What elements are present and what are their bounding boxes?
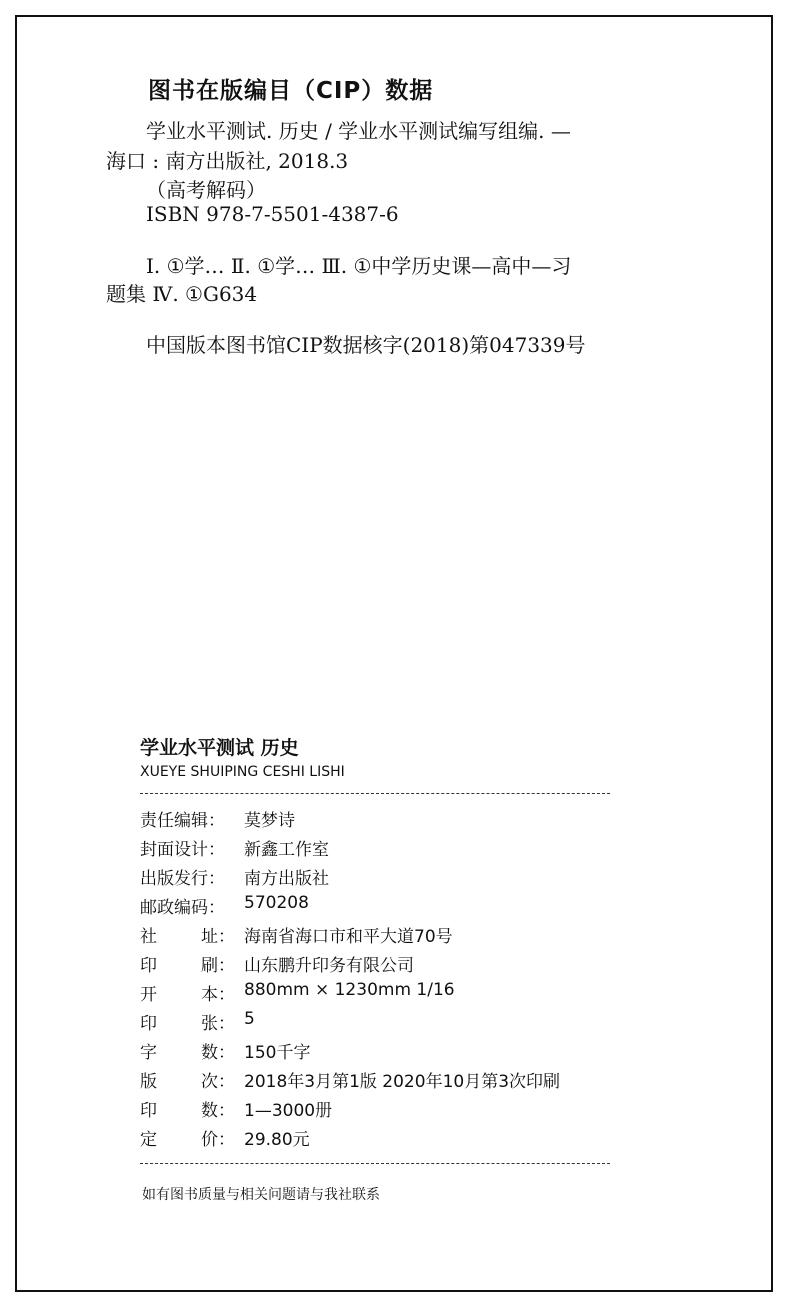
info-label: 责任编辑： (140, 811, 225, 831)
info-label: 数： (201, 1043, 235, 1063)
info-label: 数： (201, 1101, 235, 1121)
cip-title: 图书在版编目（CIP）数据 (148, 78, 434, 104)
info-label: 张： (201, 1014, 235, 1034)
footer-note: 如有图书质量与相关问题请与我社联系 (142, 1187, 380, 1203)
info-label: 印 (140, 1014, 157, 1034)
divider-bottom (140, 1163, 610, 1164)
info-label: 邮政编码： (140, 898, 225, 918)
info-value: 880mm × 1230mm 1/16 (244, 980, 455, 1000)
info-value: 2018年3月第1版 2020年10月第3次印刷 (244, 1072, 561, 1092)
info-label: 刷： (201, 956, 235, 976)
book-title: 学业水平测试 历史 (140, 737, 299, 759)
info-value: 新鑫工作室 (244, 840, 329, 860)
info-value: 5 (244, 1009, 255, 1029)
info-label: 印 (140, 1101, 157, 1121)
info-value: 莫梦诗 (244, 811, 295, 831)
info-value: 1—3000册 (244, 1101, 333, 1121)
cip-publication-line: 海口 : 南方出版社, 2018.3 (106, 149, 349, 173)
info-label: 本： (201, 985, 235, 1005)
info-label: 次： (201, 1072, 235, 1092)
info-label: 址： (201, 927, 235, 947)
info-label: 字 (140, 1043, 157, 1063)
info-value: 山东鹏升印务有限公司 (244, 956, 414, 976)
info-label: 定 (140, 1130, 157, 1150)
cip-isbn-line: ISBN 978-7-5501-4387-6 (146, 202, 399, 226)
cip-title-responsibility-line: 学业水平测试. 历史 / 学业水平测试编写组编. — (146, 119, 571, 143)
info-label: 印 (140, 956, 157, 976)
info-value: 150千字 (244, 1043, 311, 1063)
info-label: 社 (140, 927, 157, 947)
info-value: 南方出版社 (244, 869, 329, 889)
info-value: 海南省海口市和平大道70号 (244, 927, 453, 947)
cip-subject-line: Ⅰ. ①学… Ⅱ. ①学… Ⅲ. ①中学历史课—高中—习 (146, 254, 572, 278)
cip-series-line: （高考解码） (146, 178, 266, 202)
info-label: 出版发行： (140, 869, 225, 889)
info-label: 版 (140, 1072, 157, 1092)
cip-subject-continued-line: 题集 Ⅳ. ①G634 (106, 282, 258, 306)
cip-record-number: 中国版本图书馆CIP数据核字(2018)第047339号 (146, 333, 586, 357)
info-value: 570208 (244, 893, 309, 913)
info-value: 29.80元 (244, 1130, 310, 1150)
book-title-pinyin: XUEYE SHUIPING CESHI LISHI (140, 764, 345, 780)
info-label: 价： (201, 1130, 235, 1150)
info-label: 开 (140, 985, 157, 1005)
divider-top (140, 793, 610, 794)
info-label: 封面设计： (140, 840, 225, 860)
